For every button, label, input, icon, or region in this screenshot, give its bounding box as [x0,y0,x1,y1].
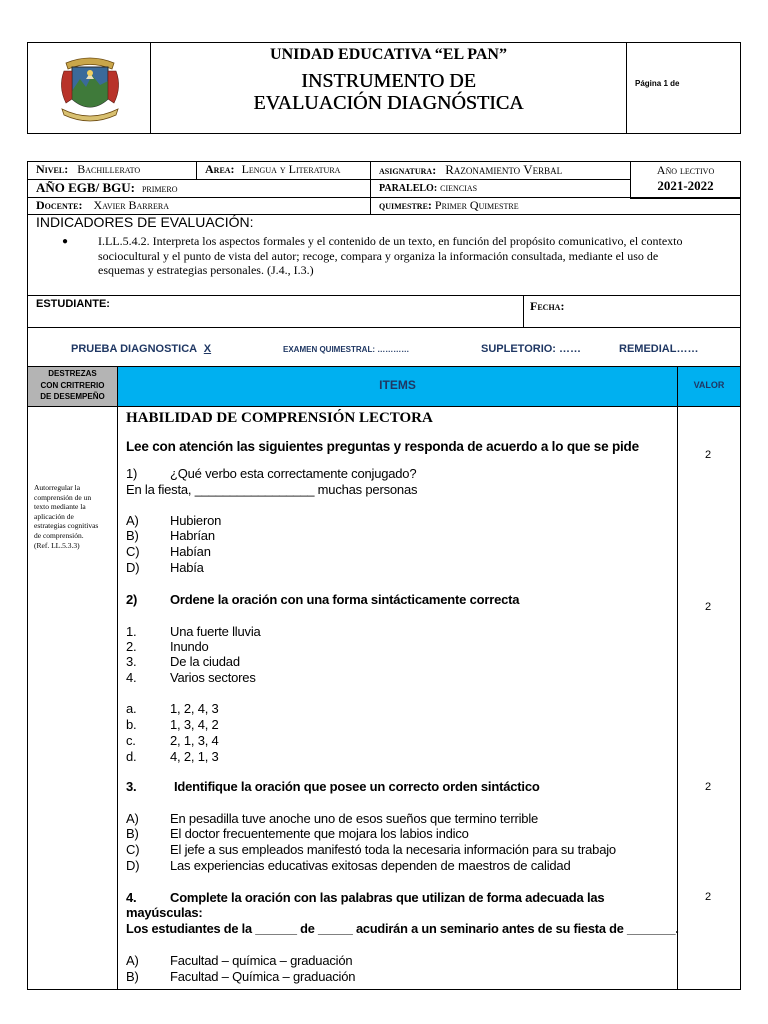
q3-option-text: Las experiencias educativas exitosas dependen de maestros de calidad [170,858,571,873]
q2-option-text: 1, 2, 4, 3 [170,701,219,716]
q1-option-text: Habían [170,544,211,559]
q2-item-text: Varios sectores [170,670,256,685]
title-line-1: INSTRUMENTO DE [301,70,476,92]
anio-lectivo-cell [630,161,741,199]
quimestre-cell [370,197,741,215]
destreza-line: texto mediante la [34,502,86,512]
q4-text-line-1: Complete la oración con las palabras que utilizan de forma adecuada las [170,890,605,905]
q1-number: 1) [126,466,138,481]
logo-cell [28,43,151,133]
section-title: HABILIDAD DE COMPRENSIÓN LECTORA [126,410,433,426]
destreza-line: Autorregular la [34,483,81,492]
q2-item-key: 1. [126,624,137,639]
prueba-diagnostica [71,343,211,355]
q2-option-text: 1, 3, 4, 2 [170,717,219,732]
q2-option-text: 4, 2, 1, 3 [170,749,219,764]
items-header-label: ITEMS [379,378,416,392]
destrezas-column [27,406,118,990]
page-cell [627,43,740,133]
q1-option-text: Hubieron [170,513,222,528]
quimestre-label: quimestre: [379,198,432,212]
asignatura-value: Razonamiento Verbal [445,162,563,177]
q2-number: 2) [126,592,138,607]
valor-header [677,366,741,407]
indicador-line-3: esquemas y estrategias personales. (J.4., I.3.) [98,263,314,277]
examen-quimestral: EXAMEN QUIMESTRAL: ………… [283,345,410,354]
document-header [27,42,741,134]
fecha-cell [523,295,741,328]
exam-type-row [27,327,741,367]
q4-sentence: Los estudiantes de la ______ de _____ acudirán a un seminario antes de su fiesta de _______. [126,921,679,936]
destrezas-line-1: DESTREZAS [48,369,97,378]
anio-lectivo-label: Año lectivo [656,163,715,177]
q4-option-text: Facultad – Química – graduación [170,969,356,984]
q1-option-key: B) [126,528,139,543]
destrezas-header [27,366,118,407]
valor-header-label: VALOR [693,380,725,390]
q1-option-key: D) [126,560,140,575]
q4-option-key: A) [126,953,139,968]
destreza-text [34,483,98,550]
title-cell [151,43,627,133]
anio-lectivo-value: 2021-2022 [657,178,714,193]
asignatura-cell [370,161,631,180]
title-line-2: EVALUACIÓN DIAGNÓSTICA [253,92,524,114]
q2-option-key: b. [126,717,137,732]
fecha-label: Fecha: [530,299,565,313]
indicador-line-1: I.LL.5.4.2. Interpreta los aspectos formales y el contenido de un texto, en función del propósito comunicativo, el contexto [98,234,683,248]
prueba-label: PRUEBA DIAGNOSTICA [71,343,197,355]
destrezas-header-text [28,368,117,403]
q1-option-text: Habrían [170,528,215,543]
destreza-line: de comprensión. [34,530,84,540]
q1-option-text: Había [170,560,204,575]
egb-cell [27,179,371,198]
area-value: Lengua y Literatura [241,162,341,176]
nivel-value: Bachillerato [77,162,141,176]
q4-option-key: B) [126,969,139,984]
estudiante-cell [27,295,524,328]
paralelo-label: PARALELO: [379,183,438,194]
q3-option-text: En pesadilla tuve anoche uno de esos sueños que termino terrible [170,811,539,826]
items-header [117,366,678,407]
q2-option-key: c. [126,733,136,748]
indicadores-title: INDICADORES DE EVALUACIÓN: [36,214,254,230]
q3-option-text: El jefe a sus empleados manifestó toda la necesaria información para su trabajo [170,842,616,857]
destreza-line: comprensión de un [34,492,92,502]
quimestre-value: Primer Quimestre [434,198,519,212]
area-cell [196,161,371,180]
q3-option-key: D) [126,858,140,873]
asignatura-label: asignatura: [379,163,437,177]
q4-value: 2 [704,891,712,903]
q2-option-key: d. [126,749,137,764]
q2-item-key: 2. [126,639,137,654]
q3-option-key: A) [126,811,139,826]
q1-option-key: C) [126,544,140,559]
q2-item-text: Una fuerte lluvia [170,624,261,639]
indicadores-box [27,214,741,296]
page-label: Página 1 de [635,79,680,88]
docente-cell [27,197,371,215]
estudiante-label: ESTUDIANTE: [36,298,110,310]
prueba-mark: X [203,343,212,355]
q2-option-text: 2, 1, 3, 4 [170,733,219,748]
q2-option-key: a. [126,701,137,716]
destreza-line: aplicación de [34,511,74,521]
destreza-line: estrategias cognitivas [34,521,99,531]
q4-text-line-2: mayúsculas: [126,905,203,920]
q1-option-key: A) [126,513,139,528]
indicador-text [98,234,683,278]
q2-item-key: 4. [126,670,137,685]
q1-value: 2 [704,449,712,461]
paralelo-cell [370,179,631,198]
q2-item-text: De la ciudad [170,654,240,669]
q3-text: Identifique la oración que posee un correcto orden sintáctico [174,779,540,794]
q3-value: 2 [704,781,712,793]
egb-label: AÑO EGB/ BGU: [36,180,135,195]
q3-option-key: B) [126,826,139,841]
egb-value: primero [141,181,178,195]
destrezas-line-3: DE DESEMPEÑO [40,392,105,401]
paralelo-value: ciencias [440,180,478,194]
school-name: UNIDAD EDUCATIVA “EL PAN” [270,46,507,63]
docente-label: Docente: [36,198,83,212]
q2-item-key: 3. [126,654,137,669]
q1-text: ¿Qué verbo esta correctamente conjugado? [170,466,417,481]
indicador-line-2: sociocultural y el punto de vista del autor; recoge, compara y organiza la información consultada, mediante el uso de [98,248,659,263]
destreza-line: (Ref. LL.5.3.3) [34,540,80,550]
nivel-cell [27,161,197,180]
q3-option-text: El doctor frecuentemente que mojara los labios indico [170,826,469,841]
docente-value: Xavier Barrera [93,198,169,212]
q4-option-text: Facultad – química – graduación [170,953,353,968]
q3-option-key: C) [126,842,140,857]
q2-item-text: Inundo [170,639,209,654]
school-crest-icon [28,43,151,133]
bullet-icon: ● [62,236,69,247]
q1-sentence: En la fiesta, _________________ muchas personas [126,482,418,497]
instruction: Lee con atención las siguientes preguntas y responda de acuerdo a lo que se pide [126,439,639,454]
destrezas-line-2: CON CRITRERIO [40,380,105,390]
q3-number: 3. [126,779,137,794]
remedial: REMEDIAL…… [619,343,699,355]
q2-text: Ordene la oración con una forma sintácticamente correcta [170,592,520,607]
q2-value: 2 [704,601,712,613]
nivel-label: Nivel: [36,162,69,176]
area-label: Area: [205,162,235,176]
supletorio: SUPLETORIO: …… [481,343,582,355]
q4-number: 4. [126,890,137,905]
